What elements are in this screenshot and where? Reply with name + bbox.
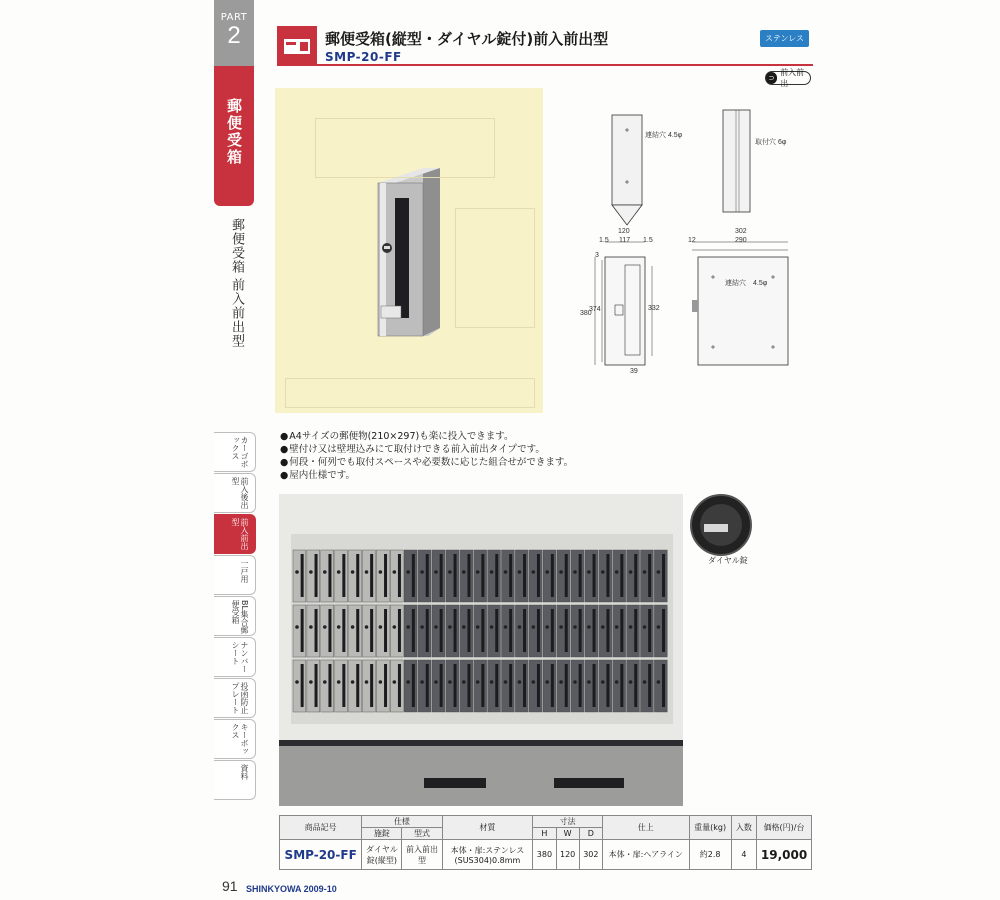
mailbox-unit	[460, 660, 473, 712]
product-header	[277, 26, 813, 66]
front-in-front-out-badge	[765, 68, 811, 88]
mailbox-unit	[543, 660, 556, 712]
floor-mat	[424, 778, 486, 788]
mailbox-unit	[293, 660, 306, 712]
mailbox-unit	[529, 605, 542, 657]
mailbox-unit	[654, 660, 667, 712]
mailbox-unit	[557, 550, 570, 602]
mailbox-unit	[599, 550, 612, 602]
cell-h: 380	[533, 840, 556, 870]
installation-photo	[279, 494, 683, 806]
mailbox-unit	[376, 605, 389, 657]
mailbox-unit	[585, 605, 598, 657]
mailbox-unit	[404, 605, 417, 657]
dial-lock-image	[690, 494, 752, 556]
arrow-icon: ⊃	[766, 72, 777, 84]
cell-price: 19,000	[757, 840, 812, 870]
mailbox-unit	[599, 660, 612, 712]
side-index-tabs	[214, 432, 256, 801]
mailbox-unit	[502, 605, 515, 657]
front-badge-label: 前入前出	[780, 68, 805, 88]
mailbox-unit	[641, 550, 654, 602]
mailbox-unit	[418, 660, 431, 712]
col-w: W	[556, 828, 579, 840]
cell-model: SMP-20-FF	[280, 840, 362, 870]
product-photo	[275, 88, 543, 413]
mailbox-unit	[488, 660, 501, 712]
section-tab[interactable]	[214, 66, 254, 206]
dial-plate	[704, 524, 728, 532]
mailbox-unit	[627, 550, 640, 602]
side-tab-label: BL集合郵便受箱	[231, 600, 249, 634]
part-indicator	[214, 0, 254, 66]
mailbox-unit	[488, 605, 501, 657]
col-finish: 仕上	[602, 816, 689, 840]
mailbox-unit	[585, 550, 598, 602]
spec-table	[279, 815, 812, 870]
mailbox-unit	[446, 605, 459, 657]
side-tab-key-box[interactable]	[214, 719, 256, 759]
col-weight: 重量(kg)	[689, 816, 731, 840]
mailbox-unit	[376, 660, 389, 712]
product-title: 郵便受箱(縦型・ダイヤル錠付)前入前出型	[325, 30, 609, 48]
cell-w: 120	[556, 840, 579, 870]
dim-width-inner: 117	[619, 237, 631, 244]
mailbox-unit	[627, 605, 640, 657]
mailbox-unit	[543, 550, 556, 602]
mailbox-unit	[515, 550, 528, 602]
mailbox-unit	[307, 660, 320, 712]
dim-bottom: 39	[630, 368, 638, 375]
material-badge: ステンレス	[760, 30, 809, 47]
mailbox-unit	[641, 660, 654, 712]
mailbox-unit	[404, 550, 417, 602]
technical-drawings	[575, 100, 820, 390]
col-type: 型式	[402, 828, 442, 840]
mailbox-unit	[627, 660, 640, 712]
mailbox-unit	[349, 605, 362, 657]
feature-item: ● A4サイズの郵便物(210×297)も楽に投入できます。	[280, 430, 573, 443]
mailbox-unit	[571, 605, 584, 657]
side-tab-anti-posting-plate[interactable]	[214, 678, 256, 718]
mailbox-unit	[349, 660, 362, 712]
col-lock: 施錠	[362, 828, 402, 840]
mailbox-unit	[404, 660, 417, 712]
mailbox-unit	[363, 660, 376, 712]
mailbox-unit	[613, 550, 626, 602]
mailbox-unit	[363, 605, 376, 657]
cell-material: 本体・扉:ステンレス(SUS304)0.8mm	[442, 840, 533, 870]
mailbox-unit	[585, 660, 598, 712]
side-tab-label: 投函防止プレート	[231, 682, 249, 714]
dial-lock-caption: ダイヤル錠	[708, 556, 748, 565]
sub-title-type: 前入前出型	[229, 278, 244, 348]
mailbox-unit	[557, 660, 570, 712]
side-tab-front-front[interactable]	[214, 514, 256, 554]
mailbox-unit	[418, 550, 431, 602]
mailbox-unit	[613, 660, 626, 712]
section-tab-label: 郵便受箱	[225, 98, 243, 166]
mailbox-unit	[529, 660, 542, 712]
mailbox-unit	[307, 605, 320, 657]
mailbox-unit	[446, 550, 459, 602]
footer-brand: SHINKYOWA 2009-10	[246, 884, 337, 894]
mailbox-icon	[277, 26, 317, 66]
part-number: 2	[227, 22, 241, 49]
feature-item: ● 屋内仕様です。	[280, 469, 573, 482]
mailbox-unit	[321, 605, 334, 657]
col-qty: 入数	[731, 816, 756, 840]
dim-width-right: 1.5	[643, 237, 653, 244]
table-row	[280, 840, 812, 870]
mailbox-unit	[654, 550, 667, 602]
mailbox-unit	[335, 550, 348, 602]
mailbox-unit	[571, 550, 584, 602]
mailbox-unit	[390, 550, 403, 602]
col-h: H	[533, 828, 556, 840]
mailbox-unit	[335, 605, 348, 657]
side-tab-bl-collective[interactable]	[214, 596, 256, 636]
cell-lock: ダイヤル錠(縦型)	[362, 840, 402, 870]
side-tab-label: ナンバーシート	[231, 641, 249, 673]
mailbox-unit	[502, 660, 515, 712]
mailbox-unit	[460, 605, 473, 657]
mailbox-unit	[502, 550, 515, 602]
side-tab-number-sheet[interactable]	[214, 637, 256, 677]
mailbox-unit	[557, 605, 570, 657]
dim-height-inner: 374	[589, 306, 601, 313]
col-material: 材質	[442, 816, 533, 840]
drawing-note-connection-hole-side: 連結穴 4.5φ	[725, 280, 768, 287]
feature-list	[280, 430, 573, 482]
mailbox-unit	[571, 660, 584, 712]
mailbox-unit	[335, 660, 348, 712]
mailbox-unit	[613, 605, 626, 657]
mailbox-unit	[488, 550, 501, 602]
mailbox-unit	[321, 660, 334, 712]
mailbox-unit	[321, 550, 334, 602]
cell-qty: 4	[731, 840, 756, 870]
side-tab-label: キーボックス	[231, 723, 249, 755]
side-tab-label: 前入後出型	[231, 477, 249, 509]
dim-height-total: 380	[580, 310, 592, 317]
col-dims: 寸法	[533, 816, 603, 828]
mailbox-unit	[641, 605, 654, 657]
mailbox-unit	[529, 550, 542, 602]
drawing-note-mount-hole: 取付穴 6φ	[755, 139, 787, 146]
mailbox-unit	[363, 550, 376, 602]
side-tab-label: カーゴボックス	[231, 436, 249, 468]
dim-width-total: 120	[618, 228, 630, 235]
mailbox-unit	[293, 605, 306, 657]
col-spec: 仕様	[362, 816, 442, 828]
cell-type: 前入前出型	[402, 840, 442, 870]
product-model: SMP-20-FF	[325, 50, 402, 64]
cell-d: 302	[579, 840, 602, 870]
mailbox-unit	[418, 605, 431, 657]
dim-depth-flange: 12	[688, 237, 696, 244]
mailbox-unit	[515, 660, 528, 712]
mailbox-unit	[474, 550, 487, 602]
mailbox-unit	[293, 550, 306, 602]
mailbox-unit	[307, 550, 320, 602]
mailbox-unit	[376, 550, 389, 602]
floor-mat	[554, 778, 624, 788]
side-tab-materials[interactable]	[214, 760, 256, 800]
side-tab-label: 資料	[240, 764, 249, 780]
dim-width-left: 1.5	[599, 237, 609, 244]
mailbox-unit	[543, 605, 556, 657]
dim-depth-total: 302	[735, 228, 747, 235]
side-tab-front-back[interactable]	[214, 473, 256, 513]
cell-weight: 約2.8	[689, 840, 731, 870]
page-number: 91	[222, 878, 238, 894]
part-label: PART	[220, 12, 248, 23]
sub-title-category: 郵便受箱	[229, 218, 244, 274]
mailbox-unit	[474, 660, 487, 712]
mailbox-unit	[349, 550, 362, 602]
dim-height-small: 3	[595, 252, 599, 259]
floor	[279, 746, 683, 806]
mailbox-unit	[460, 550, 473, 602]
side-tab-single-home[interactable]	[214, 555, 256, 595]
mailbox-unit	[432, 550, 445, 602]
drawing-note-connection-hole: 連結穴 4.5φ	[645, 132, 683, 139]
col-model: 商品記号	[280, 816, 362, 840]
mailbox-unit	[654, 605, 667, 657]
side-tab-cargo-box[interactable]	[214, 432, 256, 472]
col-price: 価格(円)/台	[757, 816, 812, 840]
col-d: D	[579, 828, 602, 840]
dim-height-side: 332	[648, 305, 660, 312]
mailbox-unit	[599, 605, 612, 657]
mailbox-unit	[432, 605, 445, 657]
mailbox-unit	[432, 660, 445, 712]
mailbox-unit	[390, 660, 403, 712]
cell-finish: 本体・扉:ヘアライン	[602, 840, 689, 870]
mailbox-unit	[390, 605, 403, 657]
side-tab-label: 前入前出型	[231, 518, 249, 550]
side-tab-label: 一戸用	[240, 559, 249, 583]
mailbox-unit	[474, 605, 487, 657]
feature-item: ● 壁付け又は壁埋込みにて取付けできる前入前出タイプです。	[280, 443, 573, 456]
mailbox-unit	[446, 660, 459, 712]
mailbox-unit	[515, 605, 528, 657]
feature-item: ● 何段・何列でも取付スペースや必要数に応じた組合せができます。	[280, 456, 573, 469]
dim-depth-body: 290	[735, 237, 747, 244]
